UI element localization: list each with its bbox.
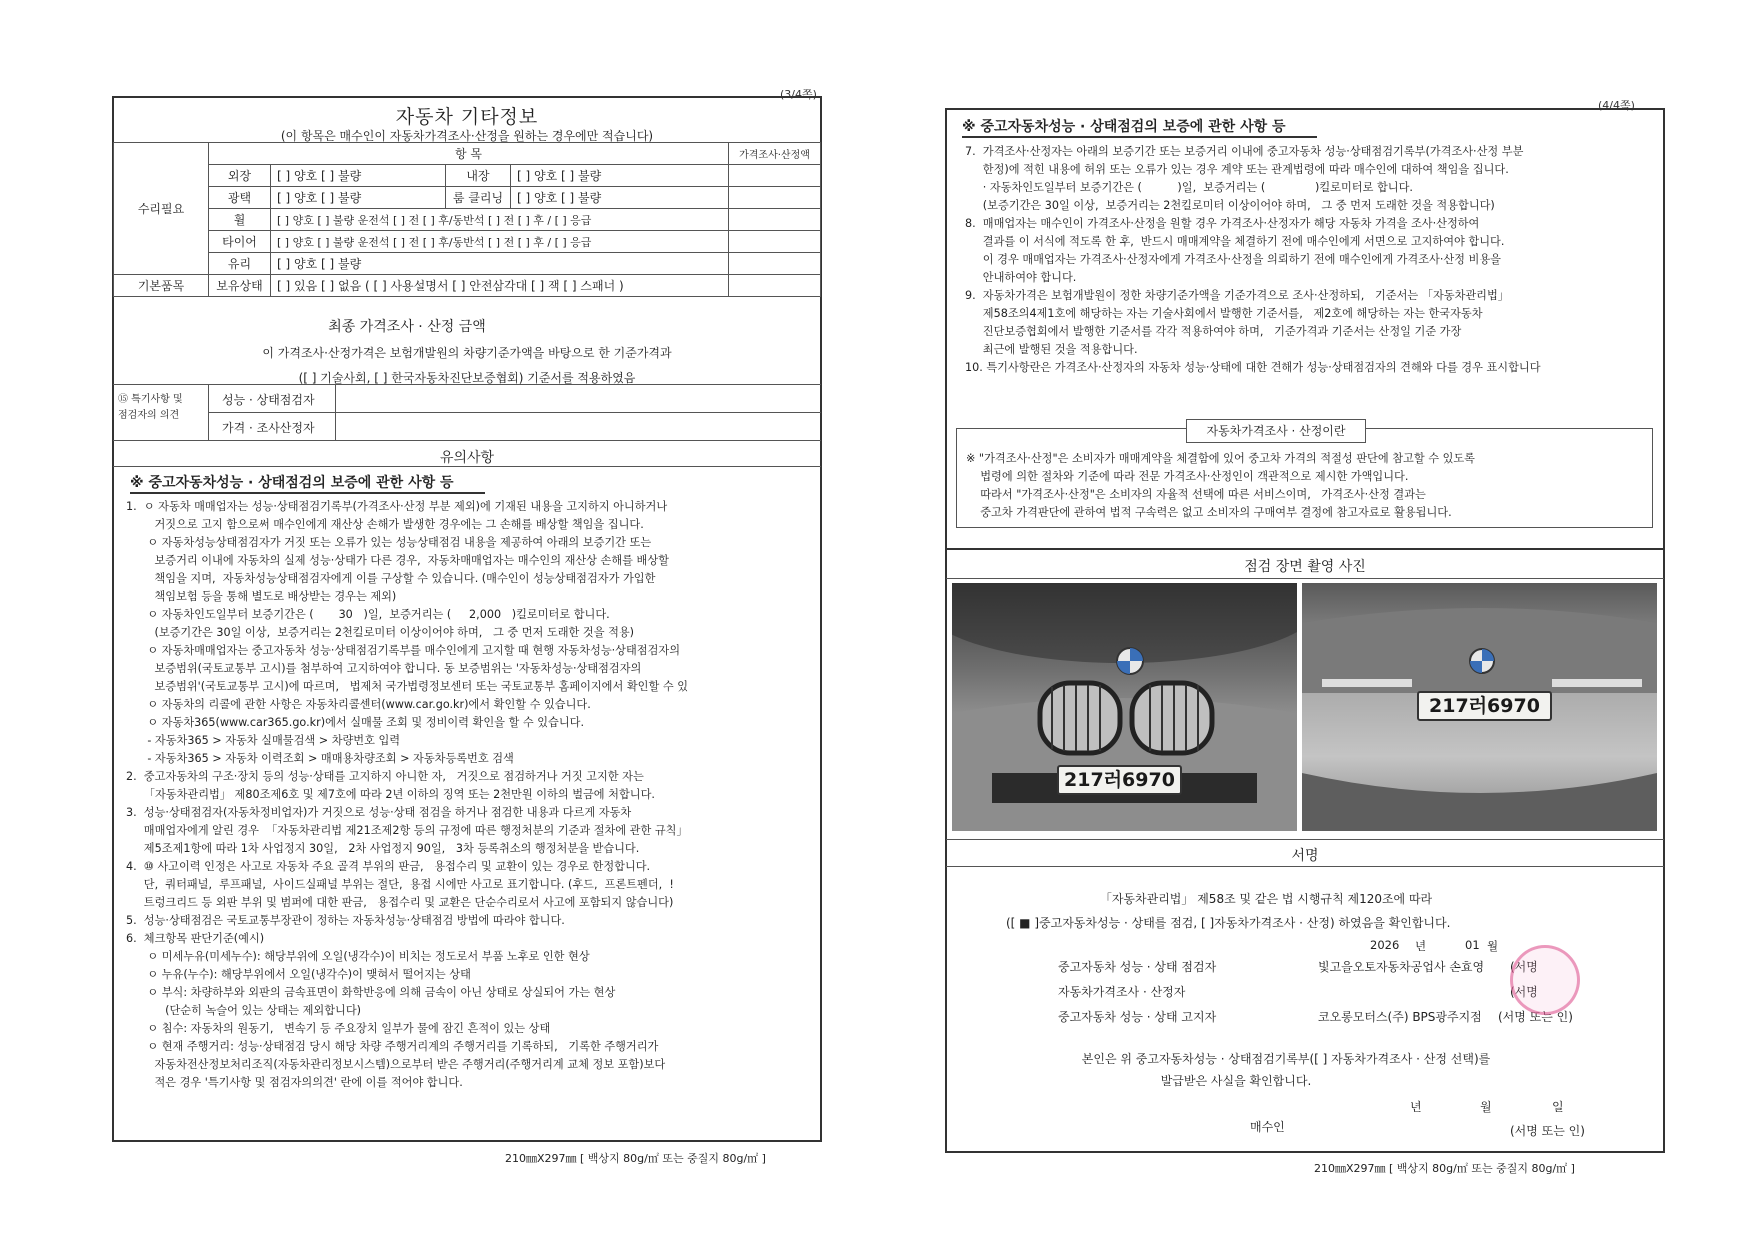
final-price-line2: ([ ] 기술사회, [ ] 한국자동차진단보증협회) 기준서를 적용하였음 — [298, 371, 636, 385]
notice-line: 자동차전산정보처리조직(자동차관리정보시스템)으로부터 받은 주행거리(주행거리계 교체 정보 포함)보다 — [126, 1058, 666, 1071]
notice-line: 6. 체크항목 판단기준(예시) — [126, 932, 265, 945]
warranty-title-underline — [130, 492, 485, 494]
notice-line: 보증범위(국토교통부 고시)를 첨부하여 고지하여야 합니다. 동 보증범위는 '자동차성능·상태점검자의 — [126, 662, 642, 675]
row-value: [ ] 양호 [ ] 불량 — [271, 253, 729, 275]
sign-year-label: 년 — [1415, 939, 1427, 953]
final-price-title: 최종 가격조사 · 산정 금액 — [328, 319, 486, 335]
sign-month-label: 월 — [1487, 939, 1499, 953]
divider — [335, 384, 336, 440]
notice-line: 4. ⑩ 사고이력 인정은 사고로 자동차 주요 골격 부위의 판금, 용접수리 및 교환이 있는 경우로 한정합니다. — [126, 860, 651, 873]
notice-line: ㅇ 부식: 차량하부와 외판의 금속표면이 화학반응에 의해 금속이 아닌 상태로 상실되어 가는 현상 — [126, 986, 616, 999]
notice-line: 거짓으로 고지 함으로써 매수인에게 재산상 손해가 발생한 경우에는 그 손해를 배상할 책임을 집니다. — [126, 518, 644, 531]
divider — [946, 578, 1664, 579]
opinion-label — [118, 392, 183, 424]
divider — [113, 440, 821, 441]
opinion-row-inspector: 성능 · 상태점검자 — [222, 393, 315, 407]
notice-line: ㅇ 자동차365(www.car365.go.kr)에서 실매물 조회 및 정비이력 확인을 할 수 있습니다. — [126, 716, 585, 729]
notice-line: 제5조제1항에 따라 1차 사업정지 30일, 2차 사업정지 90일, 3차 등록취소의 행정처분을 받습니다. — [126, 842, 640, 855]
row-label: 휠 — [209, 209, 271, 231]
repair-table — [113, 142, 821, 297]
notice-line: 책임을 지며, 자동차성능상태점검자에게 이를 구상할 수 있습니다. (매수인이 성능상태점검자가 가입한 — [126, 572, 656, 585]
final-price-section — [113, 316, 821, 386]
notice-line: ㅇ 현재 주행거리: 성능·상태점검 당시 해당 차량 주행거리계의 주행거리를 기록하되, 기록한 주행거리가 — [126, 1040, 659, 1053]
notice-line: 중고차 가격판단에 관하여 법적 구속력은 없고 소비자의 구매여부 결정에 참고자료로 활용됩니다. — [966, 506, 1452, 519]
notice-title: 유의사항 — [439, 450, 495, 466]
row-value: [ ] 양호 [ ] 불량 — [271, 187, 446, 209]
notice-line: 「자동차관리법」 제80조제6호 및 제7호에 따라 2년 이하의 징역 또는 2천만원 이하의 벌금에 처합니다. — [126, 788, 655, 801]
receipt-line1: 본인은 위 중고자동차성능 · 상태점검기록부([ ] 자동차가격조사 · 산정 선택)를 — [1081, 1052, 1491, 1066]
paper-spec: 210㎜X297㎜ [ 백상지 80g/㎡ 또는 중질지 80g/㎡ ] — [505, 1152, 766, 1165]
notice-line: 10. 특기사항란은 가격조사·산정자의 자동차 성능·상태에 대한 견해가 성능·상태점검자의 견해와 다를 경우 표시합니다 — [965, 361, 1541, 374]
divider — [113, 384, 821, 385]
notice-line: 2. 중고자동차의 구조·장치 등의 성능·상태를 고지하지 아니한 자, 거짓으로 점검하거나 거짓 고지한 자는 — [126, 770, 644, 783]
notice-line: (보증기간은 30일 이상, 보증거리는 2천킬로미터 이상이어야 하며, 그 중 먼저 도래한 것을 적용합니다) — [965, 199, 1495, 212]
row-label: 광택 — [209, 187, 271, 209]
notice-line: ㅇ 자동차성능상태점검자가 거짓 또는 오류가 있는 성능상태점검 내용을 제공하여 아래의 보증기간 또는 — [126, 536, 652, 549]
opinion-label-line: ⑮ 특기사항 및 — [118, 394, 183, 405]
row-value: [ ] 양호 [ ] 불량 운전석 [ ] 전 [ ] 후/동반석 [ ] 전 [ ] 후 / [ ] 응급 — [271, 209, 729, 231]
notice-line: 8. 매매업자는 매수인이 가격조사·산정을 원할 경우 가격조사·산정자가 해당 자동차 가격을 조사·산정하여 — [965, 217, 1480, 230]
col-item: 항 목 — [209, 143, 729, 165]
notice-line: 9. 자동차가격은 보험개발원이 정한 차량기준가액을 기준가격으로 조사·산정하되, 기준서는 「자동차관리법」 — [965, 289, 1509, 302]
price-cell — [729, 231, 821, 253]
receipt-line2: 발급받은 사실을 확인합니다. — [1160, 1074, 1312, 1088]
sign-title: 서명 — [1291, 848, 1319, 864]
sign-month: 01 — [1465, 938, 1480, 952]
page-3 — [0, 0, 870, 1240]
notice-line: · 자동차인도일부터 보증기간은 ( )일, 보증거리는 ( )킬로미터로 합니다. — [965, 181, 1413, 194]
company-seal — [1510, 945, 1580, 1015]
inspector-label: 중고자동차 성능 · 상태 점검자 — [1058, 960, 1217, 974]
divider — [946, 839, 1664, 840]
price-cell — [729, 209, 821, 231]
notice-line: ㅇ 침수: 자동차의 원동기, 변속기 등 주요장치 일부가 물에 잠긴 흔적이 있는 상태 — [126, 1022, 551, 1035]
notice-line: 보증범위'(국토교통부 고시)에 따르며, 법제처 국가법령정보센터 또는 국토교통부 홈페이지에서 확인할 수 있 — [126, 680, 689, 693]
divider — [208, 384, 209, 440]
date-day: 일 — [1552, 1100, 1564, 1114]
inspector-name: 빛고을오토자동차공업사 손효영 — [1318, 960, 1485, 974]
sign-year: 2026 — [1370, 938, 1400, 952]
inspector-sign: (서명 — [1510, 960, 1538, 974]
appraiser-label: 자동차가격조사 · 산정자 — [1058, 985, 1186, 999]
price-cell — [729, 253, 821, 275]
notice-line: 법령에 의한 절차와 기준에 따라 전문 가격조사·산정인이 객관적으로 제시한 가액입니다. — [966, 470, 1409, 483]
row-label: 내장 — [446, 165, 511, 187]
row-label: 룸 클리닝 — [446, 187, 511, 209]
warranty-title: ※ 중고자동차성능 · 상태점검의 보증에 관한 사항 등 — [962, 119, 1286, 135]
buyer-label: 매수인 — [1250, 1120, 1285, 1134]
possession-label: 보유상태 — [209, 275, 271, 297]
notice-line: 안내하여야 합니다. — [965, 271, 1077, 284]
notice-line: 단, 쿼터패널, 루프패널, 사이드실패널 부위는 절단, 용접 시에만 사고로 표기합니다. (후드, 프론트펜더, ! — [126, 878, 674, 891]
notifier-sign: (서명 또는 인) — [1498, 1010, 1573, 1024]
divider — [946, 548, 1664, 550]
col-price: 가격조사·산정액 — [729, 143, 821, 165]
notice-list — [126, 498, 816, 1092]
notice-line: 결과를 이 서식에 적도록 한 후, 반드시 매매계약을 체결하기 전에 매수인에게 서면으로 고지하여야 합니다. — [965, 235, 1505, 248]
notice-line: 3. 성능·상태점검자(자동차정비업자)가 거짓으로 성능·상태 점검을 하거나 점검한 내용과 다르게 자동차 — [126, 806, 632, 819]
buyer-sign: (서명 또는 인) — [1510, 1124, 1585, 1138]
page-subtitle: (이 항목은 매수인이 자동차가격조사·산정을 원하는 경우에만 적습니다) — [280, 129, 654, 143]
paper-spec: 210㎜X297㎜ [ 백상지 80g/㎡ 또는 중질지 80g/㎡ ] — [1314, 1162, 1575, 1175]
repair-needed-label: 수리필요 — [114, 143, 209, 275]
row-value: [ ] 양호 [ ] 불량 — [271, 165, 446, 187]
front-license-plate: 217러6970 — [1057, 765, 1182, 795]
page-number: (4/4쪽) — [1598, 99, 1635, 112]
row-value: [ ] 양호 [ ] 불량 — [511, 165, 729, 187]
definition-title: 자동차가격조사 · 산정이란 — [1186, 419, 1366, 443]
notice-line: ㅇ 미세누유(미세누수): 해당부위에 오일(냉각수)이 비치는 정도로서 부품 노후로 인한 현상 — [126, 950, 590, 963]
date-year: 년 — [1410, 1100, 1422, 1114]
notice-line: 최근에 발행된 것을 적용합니다. — [965, 343, 1138, 356]
page-number: (3/4쪽) — [780, 88, 817, 101]
notice-line: 이 경우 매매업자는 가격조사·산정자에게 가격조사·산정을 의뢰하기 전에 매수인에게 가격조사·산정 비용을 — [965, 253, 1501, 266]
car-rear-photo — [1302, 583, 1657, 831]
notice-line: 따라서 "가격조사·산정"은 소비자의 자율적 선택에 따른 서비스이며, 가격조사·산정 결과는 — [966, 488, 1426, 501]
date-month: 월 — [1480, 1100, 1492, 1114]
price-cell — [729, 275, 821, 297]
notice-line: - 자동차365 > 자동차 이력조회 > 매매용차량조회 > 자동차등록번호 검색 — [126, 752, 514, 765]
notice-line: 책임보험 등을 통해 별도로 배상받는 경우는 제외) — [126, 590, 397, 603]
row-label: 외장 — [209, 165, 271, 187]
notice-list — [965, 143, 1660, 377]
notice-line: 7. 가격조사·산정자는 아래의 보증기간 또는 보증거리 이내에 중고자동차 성능·상태점검기록부(가격조사·산정 부분 — [965, 145, 1524, 158]
notice-line: 보증거리 이내에 자동차의 실제 성능·상태가 다른 경우, 자동차매매업자는 매수인의 재산상 손해를 배상할 — [126, 554, 669, 567]
notice-line: - 자동차365 > 자동차 실매물검색 > 차량번호 입력 — [126, 734, 401, 747]
row-label: 유리 — [209, 253, 271, 275]
basic-items-label: 기본품목 — [114, 275, 209, 297]
notice-line: 적은 경우 '특기사항 및 점검자의의견' 란에 이를 적어야 합니다. — [126, 1076, 463, 1089]
sign-check: ([ ■ ]중고자동차성능 · 상태를 점검, [ ]자동차가격조사 · 산정) 하였음을 확인합니다. — [1006, 916, 1451, 930]
divider — [113, 466, 821, 467]
opinion-label-line: 점검자의 의견 — [118, 410, 180, 421]
row-label: 타이어 — [209, 231, 271, 253]
car-front-photo — [952, 583, 1297, 831]
notice-line: (보증기간은 30일 이상, 보증거리는 2천킬로미터 이상이어야 하며, 그 중 먼저 도래한 것을 적용) — [126, 626, 635, 639]
photo-title: 점검 장면 촬영 사진 — [1244, 559, 1366, 575]
notice-line: 매매업자에게 알린 경우 「자동차관리법 제21조제2항 등의 규정에 따른 행정처분의 기준과 절차에 관한 규칙」 — [126, 824, 688, 837]
sign-law: 「자동차관리법」 제58조 및 같은 법 시행규칙 제120조에 따라 — [1099, 892, 1433, 906]
notice-line: 한정)에 적힌 내용에 허위 또는 오류가 있는 경우 계약 또는 관계법령에 따라 매수인에 대하여 책임을 집니다. — [965, 163, 1509, 176]
row-value: [ ] 양호 [ ] 불량 — [511, 187, 729, 209]
notice-line: 제58조의4제1호에 해당하는 자는 기술사회에서 발행한 기준서를, 제2호에 해당하는 자는 한국자동차 — [965, 307, 1483, 320]
notice-line: ㅇ 누유(누수): 해당부위에서 오일(냉각수)이 맺혀서 떨어지는 상태 — [126, 968, 471, 981]
notice-line: ㅇ 자동차인도일부터 보증기간은 ( 30 )일, 보증거리는 ( 2,000 )킬로미터로 합니다. — [126, 608, 610, 621]
divider — [208, 412, 821, 413]
notice-line: 트렁크리드 등 외판 부위 및 범퍼에 대한 판금, 용접수리 및 교환은 단순수리로서 사고에 포함되지 않습니다) — [126, 896, 674, 909]
warranty-title: ※ 중고자동차성능 · 상태점검의 보증에 관한 사항 등 — [130, 475, 454, 491]
notifier-name: 코오롱모터스(주) BPS광주지점 — [1318, 1010, 1482, 1024]
row-value: [ ] 양호 [ ] 불량 운전석 [ ] 전 [ ] 후/동반석 [ ] 전 [ ] 후 / [ ] 응급 — [271, 231, 729, 253]
page-title: 자동차 기타정보 — [395, 106, 539, 128]
rear-license-plate: 217러6970 — [1417, 691, 1552, 721]
notifier-label: 중고자동차 성능 · 상태 고지자 — [1058, 1010, 1217, 1024]
page-4 — [870, 0, 1755, 1240]
possession-value: [ ] 있음 [ ] 없음 ( [ ] 사용설명서 [ ] 안전삼각대 [ ] 잭 [ ] 스패너 ) — [271, 275, 729, 297]
definition-text — [966, 450, 1646, 522]
notice-line: 1. ㅇ 자동차 매매업자는 성능·상태점검기록부(가격조사·산정 부분 제외)에 기재된 내용을 고지하지 아니하거나 — [126, 500, 668, 513]
notice-line: (단순히 녹슬어 있는 상태는 제외합니다) — [126, 1004, 361, 1017]
appraiser-sign: (서명 — [1510, 985, 1538, 999]
notice-line: ㅇ 자동차의 리콜에 관한 사항은 자동차리콜센터(www.car.go.kr)에서 확인할 수 있습니다. — [126, 698, 591, 711]
notice-line: ※ "가격조사·산정"은 소비자가 매매계약을 체결함에 있어 중고차 가격의 적절성 판단에 참고할 수 있도록 — [966, 452, 1475, 465]
opinion-row-appraiser: 가격 · 조사산정자 — [222, 421, 315, 435]
notice-line: 진단보증협회에서 발행한 기준서를 각각 적용하여야 하며, 기준가격과 기준서는 산정일 기준 가장 — [965, 325, 1462, 338]
price-cell — [729, 165, 821, 187]
warranty-title-underline — [962, 136, 1317, 138]
divider — [946, 866, 1664, 867]
final-price-line1: 이 가격조사·산정가격은 보험개발원의 차량기준가액을 바탕으로 한 기준가격과 — [262, 346, 672, 360]
price-cell — [729, 187, 821, 209]
notice-line: ㅇ 자동차매매업자는 중고자동차 성능·상태점검기록부를 매수인에게 고지할 때 현행 자동차성능·상태점검자의 — [126, 644, 681, 657]
notice-line: 5. 성능·상태점검은 국토교통부장관이 정하는 자동차성능·상태점검 방법에 따라야 합니다. — [126, 914, 565, 927]
